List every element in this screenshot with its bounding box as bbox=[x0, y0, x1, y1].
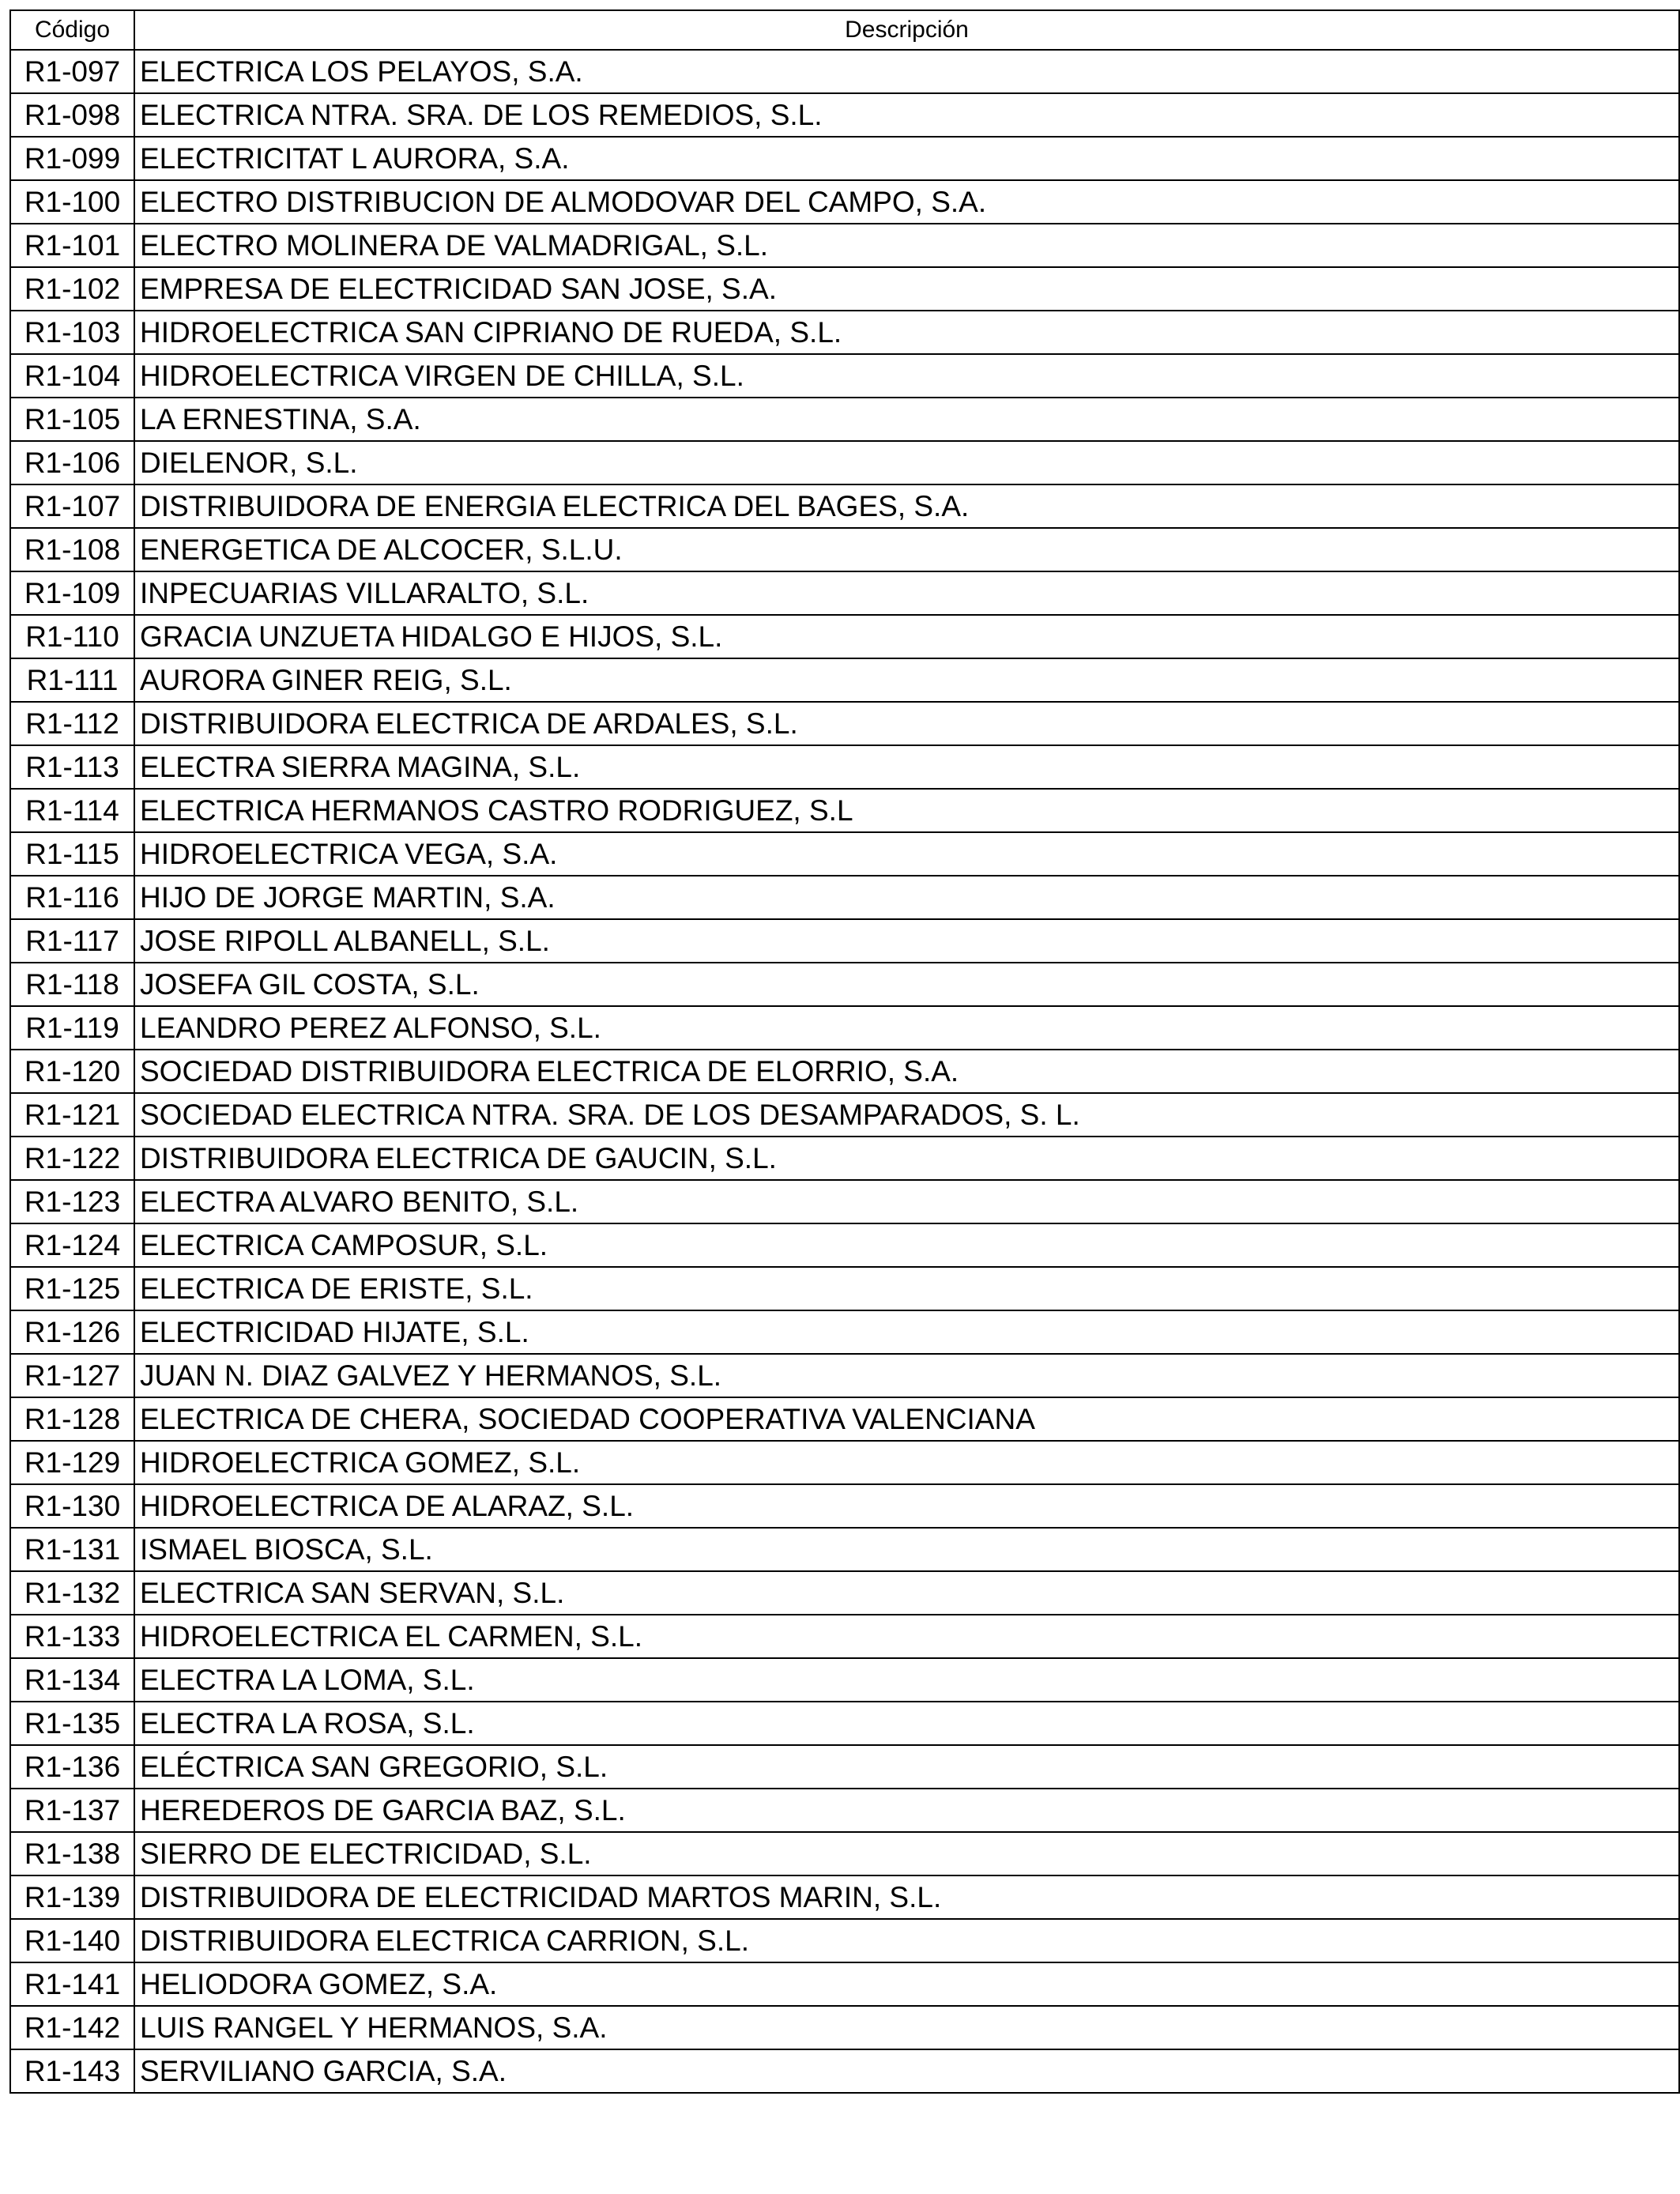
row-code-cell: R1-101 bbox=[10, 224, 134, 267]
row-code-cell: R1-115 bbox=[10, 832, 134, 876]
row-description-cell: HIDROELECTRICA VEGA, S.A. bbox=[134, 832, 1679, 876]
row-description-cell: INPECUARIAS VILLARALTO, S.L. bbox=[134, 571, 1679, 615]
row-code-cell: R1-114 bbox=[10, 789, 134, 832]
table-body bbox=[10, 50, 1679, 2093]
row-description-cell: DISTRIBUIDORA ELECTRICA CARRION, S.L. bbox=[134, 1919, 1679, 1962]
row-code-cell: R1-116 bbox=[10, 876, 134, 919]
table-row bbox=[10, 571, 1679, 615]
row-description-cell: SOCIEDAD DISTRIBUIDORA ELECTRICA DE ELORRIO, S.A. bbox=[134, 1050, 1679, 1093]
row-description-cell: ELÉCTRICA SAN GREGORIO, S.L. bbox=[134, 1745, 1679, 1789]
row-code-cell: R1-140 bbox=[10, 1919, 134, 1962]
row-description-cell: SERVILIANO GARCIA, S.A. bbox=[134, 2049, 1679, 2093]
row-description-cell: SIERRO DE ELECTRICIDAD, S.L. bbox=[134, 1832, 1679, 1875]
table-row bbox=[10, 441, 1679, 484]
column-header-code: Código bbox=[10, 10, 134, 50]
row-description-cell: DISTRIBUIDORA DE ENERGIA ELECTRICA DEL BAGES, S.A. bbox=[134, 484, 1679, 528]
table-row bbox=[10, 1745, 1679, 1789]
row-code-cell: R1-125 bbox=[10, 1267, 134, 1310]
table-row bbox=[10, 789, 1679, 832]
table-row bbox=[10, 484, 1679, 528]
table-row bbox=[10, 93, 1679, 137]
table-row bbox=[10, 876, 1679, 919]
table-row bbox=[10, 919, 1679, 963]
row-description-cell: LEANDRO PEREZ ALFONSO, S.L. bbox=[134, 1006, 1679, 1050]
row-description-cell: ELECTRICA SAN SERVAN, S.L. bbox=[134, 1571, 1679, 1615]
row-code-cell: R1-108 bbox=[10, 528, 134, 571]
table-row bbox=[10, 1223, 1679, 1267]
row-code-cell: R1-127 bbox=[10, 1354, 134, 1397]
row-description-cell: ELECTRICA CAMPOSUR, S.L. bbox=[134, 1223, 1679, 1267]
row-code-cell: R1-105 bbox=[10, 398, 134, 441]
row-description-cell: GRACIA UNZUETA HIDALGO E HIJOS, S.L. bbox=[134, 615, 1679, 658]
row-description-cell: EMPRESA DE ELECTRICIDAD SAN JOSE, S.A. bbox=[134, 267, 1679, 311]
table-row bbox=[10, 745, 1679, 789]
table-row bbox=[10, 1441, 1679, 1484]
row-code-cell: R1-136 bbox=[10, 1745, 134, 1789]
row-description-cell: ELECTRO DISTRIBUCION DE ALMODOVAR DEL CAMPO, S.A. bbox=[134, 180, 1679, 224]
table-row bbox=[10, 528, 1679, 571]
table-row bbox=[10, 1180, 1679, 1223]
row-description-cell: ELECTRICITAT L AURORA, S.A. bbox=[134, 137, 1679, 180]
table-row bbox=[10, 1615, 1679, 1658]
row-description-cell: JOSE RIPOLL ALBANELL, S.L. bbox=[134, 919, 1679, 963]
row-code-cell: R1-142 bbox=[10, 2006, 134, 2049]
row-code-cell: R1-107 bbox=[10, 484, 134, 528]
table-row bbox=[10, 398, 1679, 441]
table-row bbox=[10, 1571, 1679, 1615]
row-description-cell: ELECTRICA LOS PELAYOS, S.A. bbox=[134, 50, 1679, 93]
table-row bbox=[10, 1354, 1679, 1397]
row-description-cell: SOCIEDAD ELECTRICA NTRA. SRA. DE LOS DESAMPARADOS, S. L. bbox=[134, 1093, 1679, 1137]
table-row bbox=[10, 354, 1679, 398]
table-row bbox=[10, 702, 1679, 745]
row-description-cell: DISTRIBUIDORA DE ELECTRICIDAD MARTOS MARIN, S.L. bbox=[134, 1875, 1679, 1919]
row-code-cell: R1-131 bbox=[10, 1528, 134, 1571]
row-description-cell: ENERGETICA DE ALCOCER, S.L.U. bbox=[134, 528, 1679, 571]
row-code-cell: R1-103 bbox=[10, 311, 134, 354]
row-code-cell: R1-129 bbox=[10, 1441, 134, 1484]
row-description-cell: DISTRIBUIDORA ELECTRICA DE GAUCIN, S.L. bbox=[134, 1137, 1679, 1180]
row-code-cell: R1-138 bbox=[10, 1832, 134, 1875]
row-code-cell: R1-126 bbox=[10, 1310, 134, 1354]
row-description-cell: HELIODORA GOMEZ, S.A. bbox=[134, 1962, 1679, 2006]
table-row bbox=[10, 224, 1679, 267]
distributor-codes-table bbox=[9, 9, 1680, 2094]
row-description-cell: HEREDEROS DE GARCIA BAZ, S.L. bbox=[134, 1789, 1679, 1832]
row-code-cell: R1-124 bbox=[10, 1223, 134, 1267]
table-row bbox=[10, 1310, 1679, 1354]
row-description-cell: ELECTRICA DE ERISTE, S.L. bbox=[134, 1267, 1679, 1310]
row-code-cell: R1-110 bbox=[10, 615, 134, 658]
table-header-row bbox=[10, 10, 1679, 50]
row-code-cell: R1-137 bbox=[10, 1789, 134, 1832]
row-description-cell: ELECTRA ALVARO BENITO, S.L. bbox=[134, 1180, 1679, 1223]
table-row bbox=[10, 1658, 1679, 1702]
row-code-cell: R1-099 bbox=[10, 137, 134, 180]
row-code-cell: R1-113 bbox=[10, 745, 134, 789]
row-description-cell: HIDROELECTRICA VIRGEN DE CHILLA, S.L. bbox=[134, 354, 1679, 398]
row-description-cell: ELECTRICA NTRA. SRA. DE LOS REMEDIOS, S.L. bbox=[134, 93, 1679, 137]
row-code-cell: R1-106 bbox=[10, 441, 134, 484]
table-row bbox=[10, 1397, 1679, 1441]
table-row bbox=[10, 1267, 1679, 1310]
row-code-cell: R1-132 bbox=[10, 1571, 134, 1615]
table-row bbox=[10, 832, 1679, 876]
row-code-cell: R1-118 bbox=[10, 963, 134, 1006]
row-description-cell: JUAN N. DIAZ GALVEZ Y HERMANOS, S.L. bbox=[134, 1354, 1679, 1397]
row-description-cell: DIELENOR, S.L. bbox=[134, 441, 1679, 484]
table-row bbox=[10, 1006, 1679, 1050]
row-code-cell: R1-119 bbox=[10, 1006, 134, 1050]
row-description-cell: ISMAEL BIOSCA, S.L. bbox=[134, 1528, 1679, 1571]
row-description-cell: HIDROELECTRICA EL CARMEN, S.L. bbox=[134, 1615, 1679, 1658]
row-description-cell: ELECTRICA DE CHERA, SOCIEDAD COOPERATIVA VALENCIANA bbox=[134, 1397, 1679, 1441]
table-row bbox=[10, 1050, 1679, 1093]
row-description-cell: HIJO DE JORGE MARTIN, S.A. bbox=[134, 876, 1679, 919]
row-code-cell: R1-139 bbox=[10, 1875, 134, 1919]
row-code-cell: R1-097 bbox=[10, 50, 134, 93]
table-row bbox=[10, 1702, 1679, 1745]
row-code-cell: R1-111 bbox=[10, 658, 134, 702]
row-description-cell: ELECTRICA HERMANOS CASTRO RODRIGUEZ, S.L bbox=[134, 789, 1679, 832]
row-description-cell: HIDROELECTRICA SAN CIPRIANO DE RUEDA, S.L. bbox=[134, 311, 1679, 354]
row-code-cell: R1-112 bbox=[10, 702, 134, 745]
column-header-description: Descripción bbox=[134, 10, 1679, 50]
row-description-cell: ELECTRICIDAD HIJATE, S.L. bbox=[134, 1310, 1679, 1354]
row-description-cell: ELECTRA LA ROSA, S.L. bbox=[134, 1702, 1679, 1745]
row-description-cell: DISTRIBUIDORA ELECTRICA DE ARDALES, S.L. bbox=[134, 702, 1679, 745]
table-row bbox=[10, 658, 1679, 702]
row-description-cell: ELECTRA LA LOMA, S.L. bbox=[134, 1658, 1679, 1702]
row-description-cell: HIDROELECTRICA GOMEZ, S.L. bbox=[134, 1441, 1679, 1484]
row-code-cell: R1-135 bbox=[10, 1702, 134, 1745]
row-code-cell: R1-104 bbox=[10, 354, 134, 398]
table-row bbox=[10, 137, 1679, 180]
row-code-cell: R1-120 bbox=[10, 1050, 134, 1093]
table-row bbox=[10, 267, 1679, 311]
row-code-cell: R1-143 bbox=[10, 2049, 134, 2093]
table-row bbox=[10, 1875, 1679, 1919]
row-description-cell: LA ERNESTINA, S.A. bbox=[134, 398, 1679, 441]
row-code-cell: R1-134 bbox=[10, 1658, 134, 1702]
table-row bbox=[10, 1137, 1679, 1180]
table-row bbox=[10, 2049, 1679, 2093]
row-description-cell: JOSEFA GIL COSTA, S.L. bbox=[134, 963, 1679, 1006]
row-code-cell: R1-098 bbox=[10, 93, 134, 137]
row-description-cell: LUIS RANGEL Y HERMANOS, S.A. bbox=[134, 2006, 1679, 2049]
table-row bbox=[10, 1832, 1679, 1875]
table-row bbox=[10, 50, 1679, 93]
table-row bbox=[10, 1789, 1679, 1832]
table-row bbox=[10, 1919, 1679, 1962]
row-description-cell: HIDROELECTRICA DE ALARAZ, S.L. bbox=[134, 1484, 1679, 1528]
row-code-cell: R1-102 bbox=[10, 267, 134, 311]
table-row bbox=[10, 2006, 1679, 2049]
row-code-cell: R1-128 bbox=[10, 1397, 134, 1441]
table-row bbox=[10, 615, 1679, 658]
row-code-cell: R1-130 bbox=[10, 1484, 134, 1528]
row-code-cell: R1-109 bbox=[10, 571, 134, 615]
row-description-cell: ELECTRA SIERRA MAGINA, S.L. bbox=[134, 745, 1679, 789]
table-row bbox=[10, 311, 1679, 354]
row-code-cell: R1-123 bbox=[10, 1180, 134, 1223]
table-row bbox=[10, 1093, 1679, 1137]
table-row bbox=[10, 1962, 1679, 2006]
table-row bbox=[10, 1528, 1679, 1571]
table-row bbox=[10, 1484, 1679, 1528]
row-description-cell: AURORA GINER REIG, S.L. bbox=[134, 658, 1679, 702]
row-code-cell: R1-100 bbox=[10, 180, 134, 224]
row-code-cell: R1-121 bbox=[10, 1093, 134, 1137]
row-code-cell: R1-133 bbox=[10, 1615, 134, 1658]
row-code-cell: R1-122 bbox=[10, 1137, 134, 1180]
row-code-cell: R1-117 bbox=[10, 919, 134, 963]
row-description-cell: ELECTRO MOLINERA DE VALMADRIGAL, S.L. bbox=[134, 224, 1679, 267]
table-row bbox=[10, 963, 1679, 1006]
row-code-cell: R1-141 bbox=[10, 1962, 134, 2006]
table-row bbox=[10, 180, 1679, 224]
